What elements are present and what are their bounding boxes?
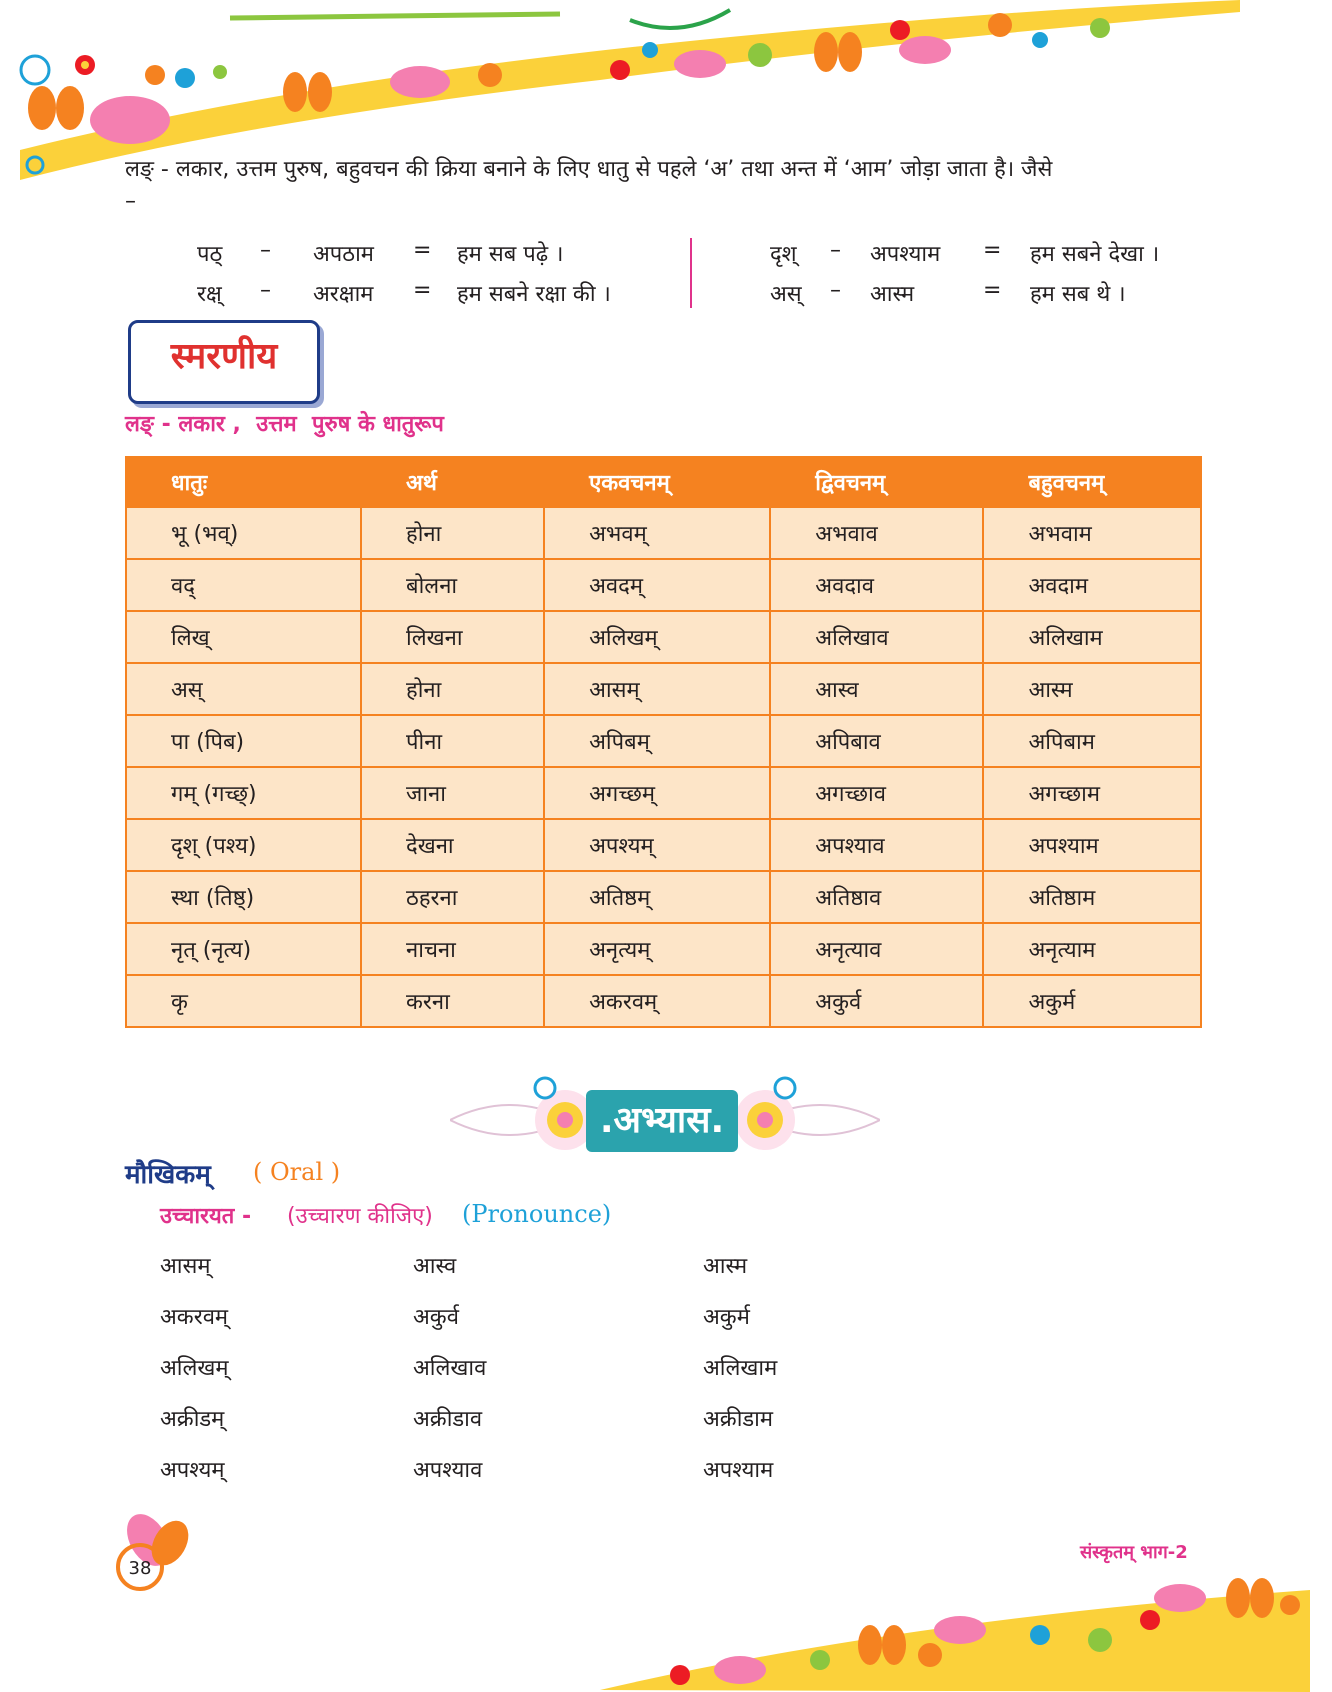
- table-row: [126, 767, 1201, 819]
- column-header: बहुवचनम्: [983, 457, 1201, 507]
- table-row: [126, 819, 1201, 871]
- example-divider: [690, 238, 692, 308]
- table-cell: अवदम्: [544, 559, 770, 611]
- table-cell: अभवम्: [544, 507, 770, 559]
- table-cell: दृश् (पश्य): [126, 819, 361, 871]
- oral-word: अक्रीडाव: [413, 1407, 483, 1432]
- column-header: धातुः: [126, 457, 361, 507]
- table-cell: अलिखाम: [983, 611, 1201, 663]
- uccharayata-english: (Pronounce): [462, 1200, 612, 1228]
- oral-word: अलिखाम: [703, 1356, 778, 1381]
- table-cell: अकरवम्: [544, 975, 770, 1027]
- table-cell: अपश्याव: [770, 819, 983, 871]
- example-equals: =: [983, 238, 1002, 263]
- table-cell: भू (भव्): [126, 507, 361, 559]
- table-cell: अलिखाव: [770, 611, 983, 663]
- oral-word: अपश्याव: [413, 1458, 483, 1483]
- example-meaning: हम सब थे ।: [1030, 282, 1126, 307]
- smaraniya-title: स्मरणीय: [170, 335, 278, 377]
- example-dhatu: पठ्: [197, 242, 223, 267]
- intro-paragraph: [125, 148, 1215, 212]
- table-cell: बोलना: [361, 559, 544, 611]
- table-cell: स्था (तिष्ठ्): [126, 871, 361, 923]
- uccharayata-hindi: (उच्चारण कीजिए): [287, 1204, 433, 1229]
- example-dash: –: [260, 238, 271, 263]
- oral-word: अपश्यम्: [160, 1458, 225, 1483]
- oral-word: आस्म: [703, 1254, 748, 1279]
- example-meaning: हम सब पढ़े ।: [457, 242, 564, 267]
- table-cell: लिखना: [361, 611, 544, 663]
- table-cell: जाना: [361, 767, 544, 819]
- example-dhatu: रक्ष्: [197, 282, 222, 307]
- table-cell: अपिबाव: [770, 715, 983, 767]
- example-meaning: हम सबने देखा ।: [1030, 242, 1160, 267]
- uccharayata-label: उच्चारयत -: [160, 1204, 252, 1229]
- table-cell: होना: [361, 507, 544, 559]
- dhatu-table: [125, 456, 1202, 1028]
- table-cell: अगच्छाम: [983, 767, 1201, 819]
- oral-word: अक्रीडाम: [703, 1407, 774, 1432]
- table-cell: गम् (गच्छ्): [126, 767, 361, 819]
- table-cell: अतिष्ठाम: [983, 871, 1201, 923]
- table-cell: अगच्छाव: [770, 767, 983, 819]
- example-form: अपठाम: [313, 242, 374, 267]
- example-dash: –: [260, 278, 271, 303]
- oral-word: अपश्याम: [703, 1458, 774, 1483]
- example-form: आस्म: [870, 282, 915, 307]
- table-cell: अलिखम्: [544, 611, 770, 663]
- oral-word: आस्व: [413, 1254, 457, 1279]
- example-form: अपश्याम: [870, 242, 941, 267]
- table-row: [126, 715, 1201, 767]
- table-cell: लिख्: [126, 611, 361, 663]
- table-cell: अभवाव: [770, 507, 983, 559]
- oral-word: आसम्: [160, 1254, 211, 1279]
- example-dash: –: [830, 238, 841, 263]
- table-cell: अपश्याम: [983, 819, 1201, 871]
- page-number: 38: [128, 1558, 152, 1579]
- oral-word: अकरवम्: [160, 1305, 229, 1330]
- book-title: संस्कृतम् भाग-2: [1080, 1542, 1188, 1563]
- table-cell: देखना: [361, 819, 544, 871]
- example-dhatu: दृश्: [770, 242, 797, 267]
- table-header-row: [126, 457, 1201, 507]
- oral-word: अलिखाव: [413, 1356, 487, 1381]
- table-cell: अनृत्यम्: [544, 923, 770, 975]
- table-row: [126, 507, 1201, 559]
- table-cell: अनृत्याम: [983, 923, 1201, 975]
- column-header: एकवचनम्: [544, 457, 770, 507]
- table-cell: नाचना: [361, 923, 544, 975]
- table-cell: अकुर्म: [983, 975, 1201, 1027]
- table-cell: पीना: [361, 715, 544, 767]
- table-cell: कृ: [126, 975, 361, 1027]
- table-row: [126, 975, 1201, 1027]
- column-header: द्विवचनम्: [770, 457, 983, 507]
- oral-word: अकुर्व: [413, 1305, 459, 1330]
- footer-decoration: [0, 1560, 1332, 1692]
- table-cell: होना: [361, 663, 544, 715]
- table-cell: आसम्: [544, 663, 770, 715]
- table-cell: अपिबम्: [544, 715, 770, 767]
- example-equals: =: [983, 278, 1002, 303]
- table-cell: ठहरना: [361, 871, 544, 923]
- table-cell: अभवाम: [983, 507, 1201, 559]
- table-row: [126, 559, 1201, 611]
- table-cell: पा (पिब): [126, 715, 361, 767]
- example-form: अरक्षाम: [313, 282, 374, 307]
- abhyas-title: .अभ्यास.: [586, 1090, 738, 1152]
- intro-line: –: [125, 189, 136, 214]
- table-cell: आस्व: [770, 663, 983, 715]
- section-subheading: लङ् - लकार , उत्तम पुरुष के धातुरूप: [125, 412, 444, 437]
- table-cell: अपश्यम्: [544, 819, 770, 871]
- oral-word: अकुर्म: [703, 1305, 750, 1330]
- example-dash: –: [830, 278, 841, 303]
- oral-word: अक्रीडम्: [160, 1407, 225, 1432]
- intro-line: लङ् - लकार, उत्तम पुरुष, बहुवचन की क्रिया बनाने के लिए धातु से पहले ‘अ’ तथा अन्त में ‘आम’ जोड़ा जाता है। जैसे: [125, 157, 1053, 182]
- example-meaning: हम सबने रक्षा की ।: [457, 282, 611, 307]
- table-cell: अवदाव: [770, 559, 983, 611]
- table-cell: करना: [361, 975, 544, 1027]
- table-cell: अवदाम: [983, 559, 1201, 611]
- table-cell: आस्म: [983, 663, 1201, 715]
- table-row: [126, 611, 1201, 663]
- table-row: [126, 663, 1201, 715]
- table-cell: अनृत्याव: [770, 923, 983, 975]
- table-cell: अगच्छम्: [544, 767, 770, 819]
- table-row: [126, 923, 1201, 975]
- table-cell: अकुर्व: [770, 975, 983, 1027]
- maukhik-heading: मौखिकम्: [125, 1160, 211, 1190]
- column-header: अर्थ: [361, 457, 544, 507]
- table-cell: अस्: [126, 663, 361, 715]
- oral-word: अलिखम्: [160, 1356, 229, 1381]
- butterfly-icon: [28, 86, 84, 130]
- table-cell: नृत् (नृत्य): [126, 923, 361, 975]
- table-cell: वद्: [126, 559, 361, 611]
- maukhik-english: ( Oral ): [253, 1158, 341, 1186]
- table-cell: अतिष्ठाव: [770, 871, 983, 923]
- example-equals: =: [413, 278, 432, 303]
- example-dhatu: अस्: [770, 282, 802, 307]
- table-cell: अपिबाम: [983, 715, 1201, 767]
- table-cell: अतिष्ठम्: [544, 871, 770, 923]
- example-equals: =: [413, 238, 432, 263]
- table-row: [126, 871, 1201, 923]
